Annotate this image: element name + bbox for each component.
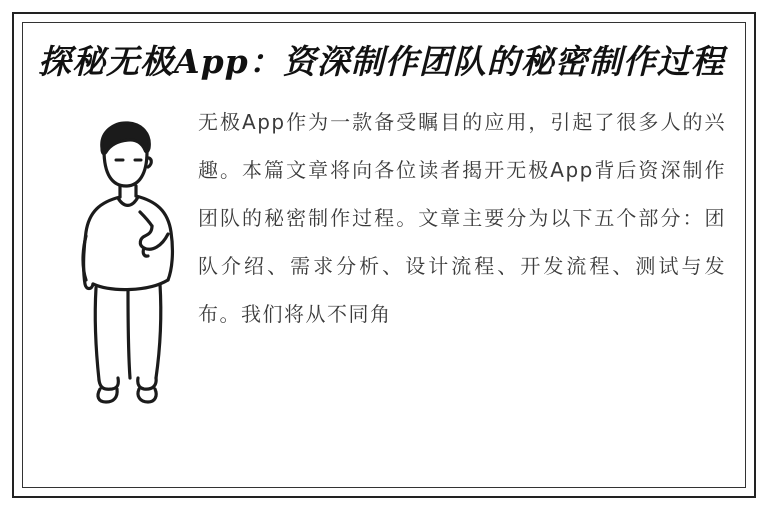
page-title: 探秘无极App：资深制作团队的秘密制作过程 <box>38 42 725 81</box>
article-paragraph: 无极App作为一款备受瞩目的应用，引起了很多人的兴趣。本篇文章将向各位读者揭开无极App背后资深制作团队的秘密制作过程。文章主要分为以下五个部分：团队介绍、需求分析、设计流程、开发流程、测试与发布。我们将从不同角 <box>198 110 726 326</box>
person-illustration <box>38 98 198 417</box>
article-body-wrapper <box>38 98 730 417</box>
document-content <box>38 40 730 480</box>
standing-person-icon <box>56 112 198 412</box>
